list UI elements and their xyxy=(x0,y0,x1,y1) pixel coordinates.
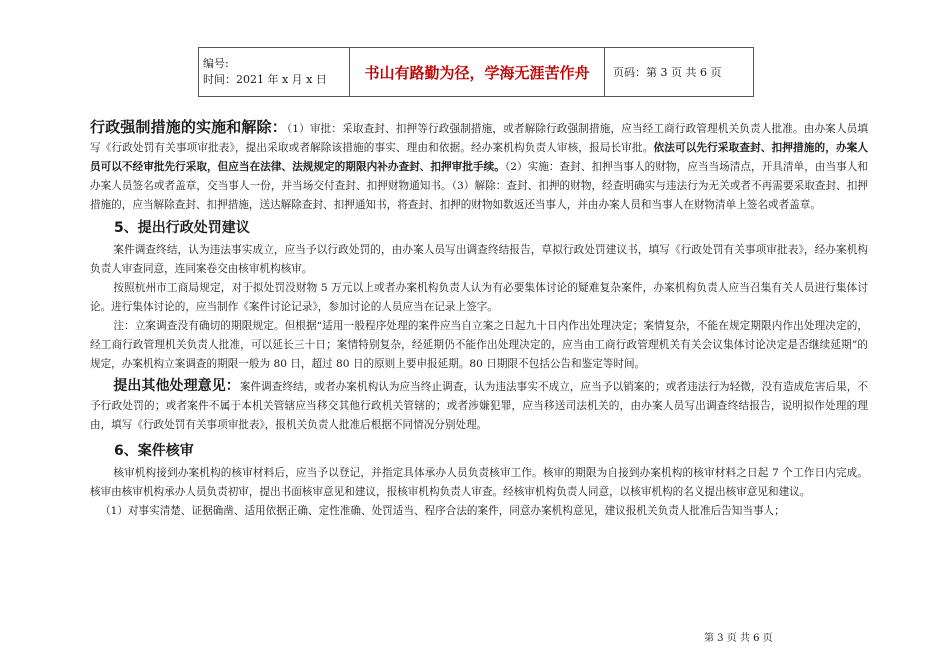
paragraph-s5-1: 案件调查终结，认为违法事实成立，应当予以行政处罚的，由办案人员写出调查终结报告，草拟行政处罚建议书，填写《行政处罚有关事项审批表》，经办案机构负责人审查同意，连同案卷交由核审机构核审。 xyxy=(90,244,868,275)
paragraph-s5-2: 按照杭州市工商局规定，对于拟处罚没财物 5 万元以上或者办案机构负责人认为有必要集体讨论的疑难复杂案件，办案机构负责人应当召集有关人员进行集体讨论。进行集体讨论的，应当制作《案件讨论记录》，参加讨论的人员应当在记录上签字。 xyxy=(90,282,868,313)
paragraph-coercive-measures xyxy=(90,118,868,215)
header-page-info: 页码：第 3 页 共 6 页 xyxy=(605,48,754,97)
paragraph-s6-2: （1）对事实清楚、证据确凿、适用依据正确、定性准确、处罚适当、程序合法的案件，同意办案机构意见，建议报机关负责人批准后告知当事人； xyxy=(100,505,785,517)
paragraph-text: 案件调查终结，或者办案机构认为应当终止调查，认为违法事实不成立，应当予以销案的；或者违法行为轻微，没有造成危害后果，不予行政处罚的；或者案件不属于本机关管辖应当移交其他行政机关管辖的；或者涉嫌犯罪，应当移送司法机关的，由办案人员写出调查终结报告，说明拟作处理的理由，填写《行政处罚有关事项审批表》，报机关负责人批准后根据不同情况分别处理。 xyxy=(90,381,869,431)
paragraph-text: （1）审批：采取查封、扣押等行政强制措施，或者解除行政强制措施，应当经工商行政管理机关负责人批准。由办案人员填写《行政处罚有关事项审批表》，提出采取或者解除该措施的事实、理由和依据。经办案机构负责人审核，报局长审批。 xyxy=(90,123,868,154)
section-heading-other-opinions: 提出其他处理意见： xyxy=(113,378,240,394)
section-heading-coercive-measures: 行政强制措施的实施和解除： xyxy=(90,118,287,136)
doc-code-label: 编号: xyxy=(203,57,229,70)
document-body xyxy=(90,118,868,521)
doc-time-label: 时间：2021 年 x 月 x 日 xyxy=(203,73,327,86)
paragraph-other-opinions xyxy=(90,377,868,435)
section-title-6: 6、案件核审 xyxy=(114,443,194,459)
paragraph-bold-text: 依法可以先行采取查封、扣押措施的，办案人员可以不经审批先行采取，但应当在法律、法规规定的期限内补办查封、扣押审批手续。 xyxy=(90,142,869,173)
header-table xyxy=(198,47,754,97)
footer-page-number: 第 3 页 共 6 页 xyxy=(704,633,773,644)
section-title-5: 5、提出行政处罚建议 xyxy=(114,220,250,236)
paragraph-s5-note: 注：立案调查没有确切的期限规定。但根据“适用一般程序处理的案件应当自立案之日起九十日内作出处理决定；案情复杂，不能在规定期限内作出处理决定的，经工商行政管理机关负责人批准，可以延长三十日；案情特别复杂，经延期仍不能作出处理决定的，应当由工商行政管理机关有关会议集体讨论决定是否继续延期”的规定，办案机构立案调查的期限一般为 80 日，超过 80 日的原则上要申报延期。80 日期限不包括公告和鉴定等时间。 xyxy=(90,320,868,370)
paragraph-s6-1: 核审机构接到办案机构的核审材料后，应当予以登记，并指定具体承办人员负责核审工作。核审的期限为自接到办案机构的核审材料之日起 7 个工作日内完成。核审由核审机构承办人员负责初审，提出书面核审意见和建议，报核审机构负责人审查。经核审机构负责人同意，以核审机构的名义提出核审意见和建议。 xyxy=(90,467,868,498)
header-meta-cell xyxy=(199,48,350,97)
paragraph-text: （2）实施：查封、扣押当事人的财物，应当当场清点，开具清单，由当事人和办案人员签名或者盖章，交当事人一份，并当场交付查封、扣押财物通知书。（3）解除：查封、扣押的财物，经查明确实与违法行为无关或者不再需要采取查封、扣押措施的，应当解除查封、扣押措施，送达解除查封、扣押通知书，将查封、扣押的财物如数返还当事人，并由办案人员和当事人在财物清单上签名或者盖章。 xyxy=(90,161,868,211)
header-motto: 书山有路勤为径，学海无涯苦作舟 xyxy=(350,48,605,97)
